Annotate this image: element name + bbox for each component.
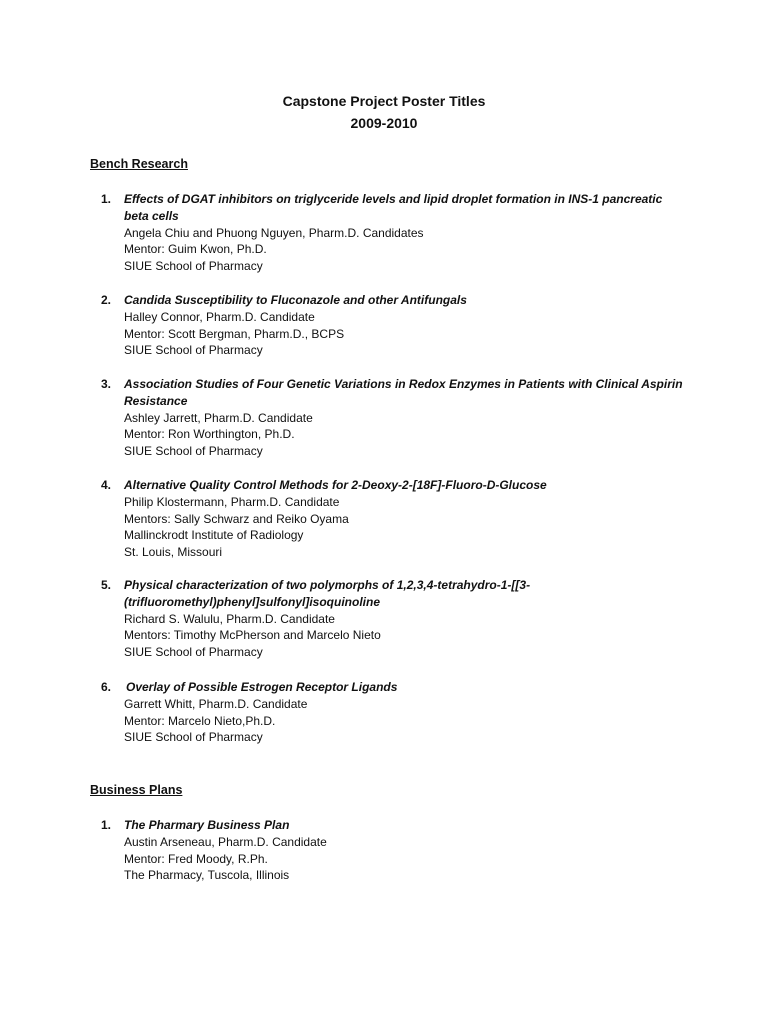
item-number: 2. — [101, 293, 112, 307]
list-item — [90, 376, 690, 460]
item-number: 3. — [101, 377, 112, 391]
item-number: 6. — [101, 680, 112, 694]
institution: SIUE School of Pharmacy — [124, 645, 263, 660]
poster-title: Association Studies of Four Genetic Variations in Redox Enzymes in Patients with Clinical Aspirin Resistance — [124, 377, 683, 408]
document-title: Capstone Project Poster Titles — [282, 93, 486, 109]
list-item — [90, 679, 690, 746]
institution: Mallinckrodt Institute of Radiology — [124, 528, 304, 543]
location: St. Louis, Missouri — [124, 545, 223, 560]
authors: Philip Klostermann, Pharm.D. Candidate — [124, 494, 340, 509]
authors: Angela Chiu and Phuong Nguyen, Pharm.D. Candidates — [124, 225, 424, 240]
mentor: Mentor: Ron Worthington, Ph.D. — [124, 427, 295, 442]
poster-title: Effects of DGAT inhibitors on triglyceride levels and lipid droplet formation in INS-1 pancreatic beta cells — [124, 192, 663, 223]
institution: The Pharmacy, Tuscola, Illinois — [124, 868, 290, 883]
item-number: 1. — [101, 818, 112, 832]
poster-title: Overlay of Possible Estrogen Receptor Ligands — [126, 680, 398, 694]
list-item — [90, 577, 690, 661]
poster-title: Physical characterization of two polymorphs of 1,2,3,4-tetrahydro-1-[[3-(trifluoromethyl)phenyl]sulfonyl]isoquinoline — [124, 578, 531, 609]
item-number: 4. — [101, 478, 112, 492]
section-heading-bench-research: Bench Research — [90, 157, 188, 171]
poster-title: The Pharmary Business Plan — [124, 818, 290, 832]
list-item — [90, 292, 690, 359]
authors: Richard S. Walulu, Pharm.D. Candidate — [124, 611, 335, 626]
mentor: Mentor: Marcelo Nieto,Ph.D. — [124, 713, 276, 728]
mentor: Mentor: Scott Bergman, Pharm.D., BCPS — [124, 326, 345, 341]
item-number: 1. — [101, 192, 112, 206]
institution: SIUE School of Pharmacy — [124, 343, 263, 358]
poster-title: Alternative Quality Control Methods for 2-Deoxy-2-[18F]-Fluoro-D-Glucose — [124, 478, 547, 492]
mentor: Mentors: Timothy McPherson and Marcelo Nieto — [124, 628, 381, 643]
institution: SIUE School of Pharmacy — [124, 259, 263, 274]
list-item — [90, 817, 690, 884]
item-number: 5. — [101, 578, 112, 592]
document-year: 2009-2010 — [350, 115, 418, 131]
mentor: Mentors: Sally Schwarz and Reiko Oyama — [124, 511, 349, 526]
mentor: Mentor: Fred Moody, R.Ph. — [124, 851, 268, 866]
section-heading-business-plans: Business Plans — [90, 783, 183, 797]
authors: Austin Arseneau, Pharm.D. Candidate — [124, 834, 327, 849]
list-item — [90, 191, 690, 275]
authors: Ashley Jarrett, Pharm.D. Candidate — [124, 410, 313, 425]
institution: SIUE School of Pharmacy — [124, 730, 263, 745]
mentor: Mentor: Guim Kwon, Ph.D. — [124, 242, 267, 257]
authors: Halley Connor, Pharm.D. Candidate — [124, 309, 315, 324]
institution: SIUE School of Pharmacy — [124, 444, 263, 459]
list-item — [90, 477, 690, 561]
authors: Garrett Whitt, Pharm.D. Candidate — [124, 696, 308, 711]
poster-title: Candida Susceptibility to Fluconazole and other Antifungals — [124, 293, 467, 307]
